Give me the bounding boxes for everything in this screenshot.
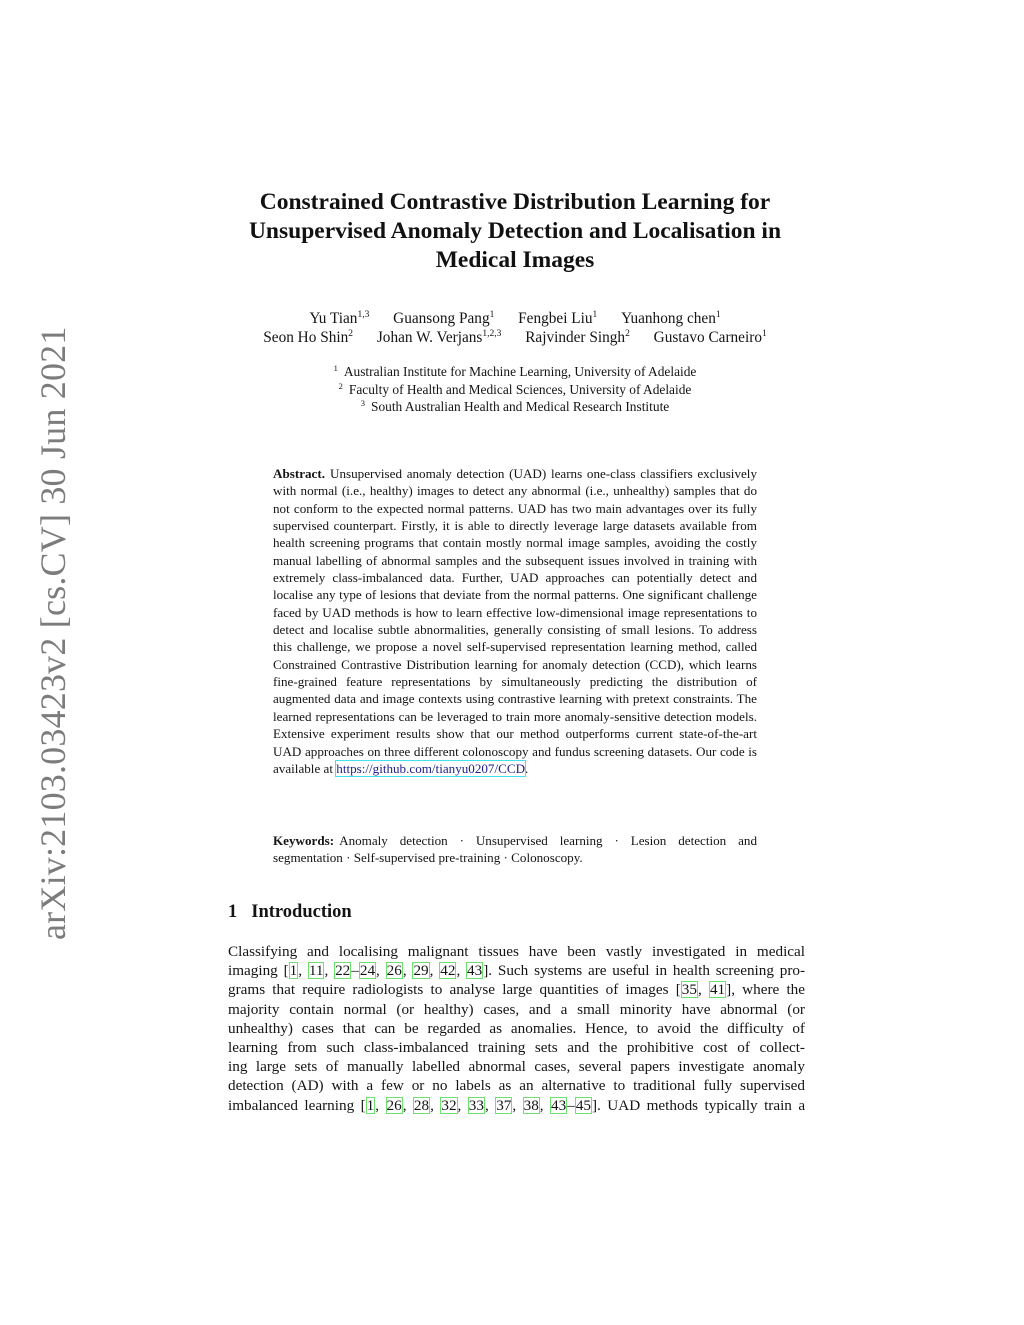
body-text-run: ,: [456, 962, 467, 980]
author: [654, 329, 767, 346]
citation-link[interactable]: 11: [308, 962, 324, 980]
author-list: [200, 309, 830, 347]
body-text-run: ,: [430, 1096, 441, 1114]
author: [393, 310, 494, 327]
title-line: Unsupervised Anomaly Detection and Localisation in: [248, 218, 782, 244]
body-text-run: ,: [512, 1096, 523, 1114]
abstract-label: Abstract.: [273, 466, 325, 481]
body-text-run: learning from such class-imbalanced training sets and the prohibitive cost of collect-: [228, 1039, 805, 1057]
author-name: Rajvinder Singh: [525, 329, 626, 346]
author-name: Yu Tian: [309, 310, 358, 327]
body-text-run: detection (AD) with a few or no labels as an alternative to traditional fully supervised: [228, 1077, 805, 1095]
author-row-1: [200, 309, 830, 328]
body-text-run: –: [567, 1096, 575, 1114]
citation-link[interactable]: 35: [681, 981, 697, 999]
author-name: Gustavo Carneiro: [653, 329, 762, 346]
arxiv-identifier-stamp: arXiv:2103.03423v2 [cs.CV] 30 Jun 2021: [33, 326, 73, 940]
citation-link[interactable]: 41: [709, 981, 726, 999]
introduction-body: [228, 942, 805, 1115]
body-text-run: ,: [298, 962, 308, 980]
body-text-run: ]. UAD methods typically train a: [592, 1096, 806, 1114]
body-text-run: ,: [402, 962, 413, 980]
citation-link[interactable]: 1: [289, 962, 298, 980]
section-heading: [228, 900, 352, 924]
body-text-run: ,: [324, 962, 335, 980]
body-text-run: ,: [402, 1096, 413, 1114]
keywords-label: Keywords:: [273, 833, 335, 848]
author-affiliation-mark: 1: [715, 310, 721, 320]
citation-link[interactable]: 29: [413, 962, 429, 980]
body-line: [228, 1076, 805, 1095]
citation-link[interactable]: 33: [468, 1096, 484, 1114]
affiliation: [200, 381, 830, 399]
abstract-end: .: [525, 760, 529, 776]
citation-link[interactable]: 38: [523, 1096, 539, 1114]
author: [621, 310, 720, 327]
affiliation-text: South Australian Health and Medical Research Institute: [371, 399, 670, 414]
body-text-run: ,: [376, 962, 386, 980]
author-affiliation-mark: 1: [761, 329, 767, 339]
body-text-run: Classifying and localising malignant tissues have been vastly investigated in medical: [228, 943, 805, 960]
affiliation-text: Faculty of Health and Medical Sciences, University of Adelaide: [348, 381, 692, 397]
author-affiliation-mark: 1,3: [357, 310, 370, 320]
author-affiliation-mark: 1,2,3: [482, 329, 502, 339]
author-name: Fengbei Liu: [518, 310, 593, 327]
abstract: [273, 465, 757, 777]
body-text-run: ing large sets of manually labelled abnormal cases, several papers investigate anomaly: [228, 1058, 805, 1076]
author-affiliation-mark: 1: [592, 310, 598, 320]
citation-link[interactable]: 28: [413, 1096, 430, 1114]
keywords-text: Anomaly detection · Unsupervised learning · Lesion detection and segmentation · Self-supervised pre-training · Colonoscopy.: [273, 833, 757, 866]
author-row-2: [200, 328, 830, 347]
citation-link[interactable]: 42: [440, 962, 456, 980]
affiliation-mark: 3: [360, 398, 365, 408]
keywords: [273, 832, 757, 867]
body-line: [228, 1038, 805, 1057]
body-text-run: ,: [539, 1096, 551, 1114]
body-text-run: majority contain normal (or healthy) cases, and a small minority have abnormal (or: [228, 1000, 805, 1018]
author-name: Yuanhong chen: [621, 310, 716, 327]
body-text-run: grams that require radiologists to analyse large quantities of images [: [228, 981, 681, 999]
author-affiliation-mark: 2: [625, 329, 630, 339]
author-name: Guansong Pang: [393, 310, 490, 327]
body-text-run: ,: [429, 962, 440, 980]
author-affiliation-mark: 1: [489, 310, 495, 320]
body-line: [228, 961, 805, 980]
affiliation-text: Australian Institute for Machine Learning, University of Adelaide: [343, 364, 697, 379]
abstract-text: Unsupervised anomaly detection (UAD) learns one-class classifiers exclusively with normal (i.e., healthy) images to detect any abnormal (i.e., unhealthy) samples that do not conform to the expected normal patterns. UAD has two main advantages over its fully supervised counterpart. Firstly, it is able to directly leverage large datasets available from health screening programs that contain mostly normal image samples, avoiding the costly manual labelling of abnormal samples and the subsequent issues involved in training with extremely class-imbalanced data. Further, UAD approaches can potentially detect and localise any type of lesions that deviate from the normal patterns. One significant challenge faced by UAD methods is how to learn effective low-dimensional image representations to detect and localise subtle abnormalities, generally consisting of small lesions. To address this challenge, we propose a novel self-supervised representation learning method, called Constrained Contrastive Distribution learning for anomaly detection (CCD), which learns fine-grained feature representations by simultaneously predicting the distribution of augmented data and image contexts using contrastive learning with pretext constraints. The learned representations can be leveraged to train more anomaly-sensitive detection models. Extensive experiment results show that our method outperforms current state-of-the-art UAD approaches on three different colonoscopy and fundus screening datasets. Our code is available at: [273, 466, 757, 776]
body-line: [228, 980, 805, 999]
body-line: [228, 1057, 805, 1076]
body-text-run: ,: [484, 1096, 496, 1114]
affiliation: [200, 363, 830, 381]
code-repository-link[interactable]: https://github.com/tianyu0207/CCD: [336, 760, 526, 776]
author-name: Seon Ho Shin: [263, 329, 349, 346]
author-affiliation-mark: 2: [348, 329, 354, 339]
body-line: [228, 1096, 805, 1115]
citation-link[interactable]: 43: [467, 962, 483, 980]
body-text-run: ]. Such systems are useful in health screening pro-: [483, 962, 806, 980]
citation-link[interactable]: 32: [441, 1096, 457, 1114]
citation-link[interactable]: 45: [575, 1096, 591, 1114]
body-text-run: ,: [697, 981, 709, 999]
body-text-run: imaging [: [228, 962, 289, 980]
author: [377, 329, 502, 346]
author: [518, 310, 597, 327]
author: [263, 329, 353, 346]
author: [309, 310, 369, 327]
section-title: Introduction: [251, 902, 352, 922]
author: [525, 329, 630, 346]
citation-link[interactable]: 22: [335, 962, 351, 980]
title-line: Constrained Contrastive Distribution Learning for: [259, 189, 771, 215]
body-line: [228, 1019, 805, 1038]
body-line: [228, 942, 805, 961]
body-text-run: ,: [457, 1096, 468, 1114]
affiliation-list: [200, 363, 830, 416]
body-text-run: –: [351, 962, 359, 980]
section-number: 1: [228, 902, 238, 922]
author-name: Johan W. Verjans: [376, 329, 483, 346]
citation-link[interactable]: 24: [359, 962, 376, 980]
affiliation-mark: 1: [333, 363, 338, 373]
body-text-run: ], where the: [726, 981, 806, 999]
body-text-run: ,: [375, 1096, 386, 1114]
affiliation: [200, 398, 830, 416]
body-text-run: imbalanced learning [: [228, 1096, 366, 1114]
body-line: [228, 1000, 805, 1019]
citation-link[interactable]: 1: [366, 1096, 375, 1114]
paper-title: [200, 188, 830, 275]
body-text-run: unhealthy) cases that can be regarded as anomalies. Hence, to avoid the difficulty of: [228, 1019, 805, 1037]
title-line: Medical Images: [435, 247, 595, 273]
citation-link[interactable]: 37: [496, 1096, 512, 1114]
citation-link[interactable]: 43: [551, 1096, 567, 1114]
citation-link[interactable]: 26: [386, 1096, 402, 1114]
affiliation-mark: 2: [338, 380, 343, 391]
citation-link[interactable]: 26: [386, 962, 402, 980]
